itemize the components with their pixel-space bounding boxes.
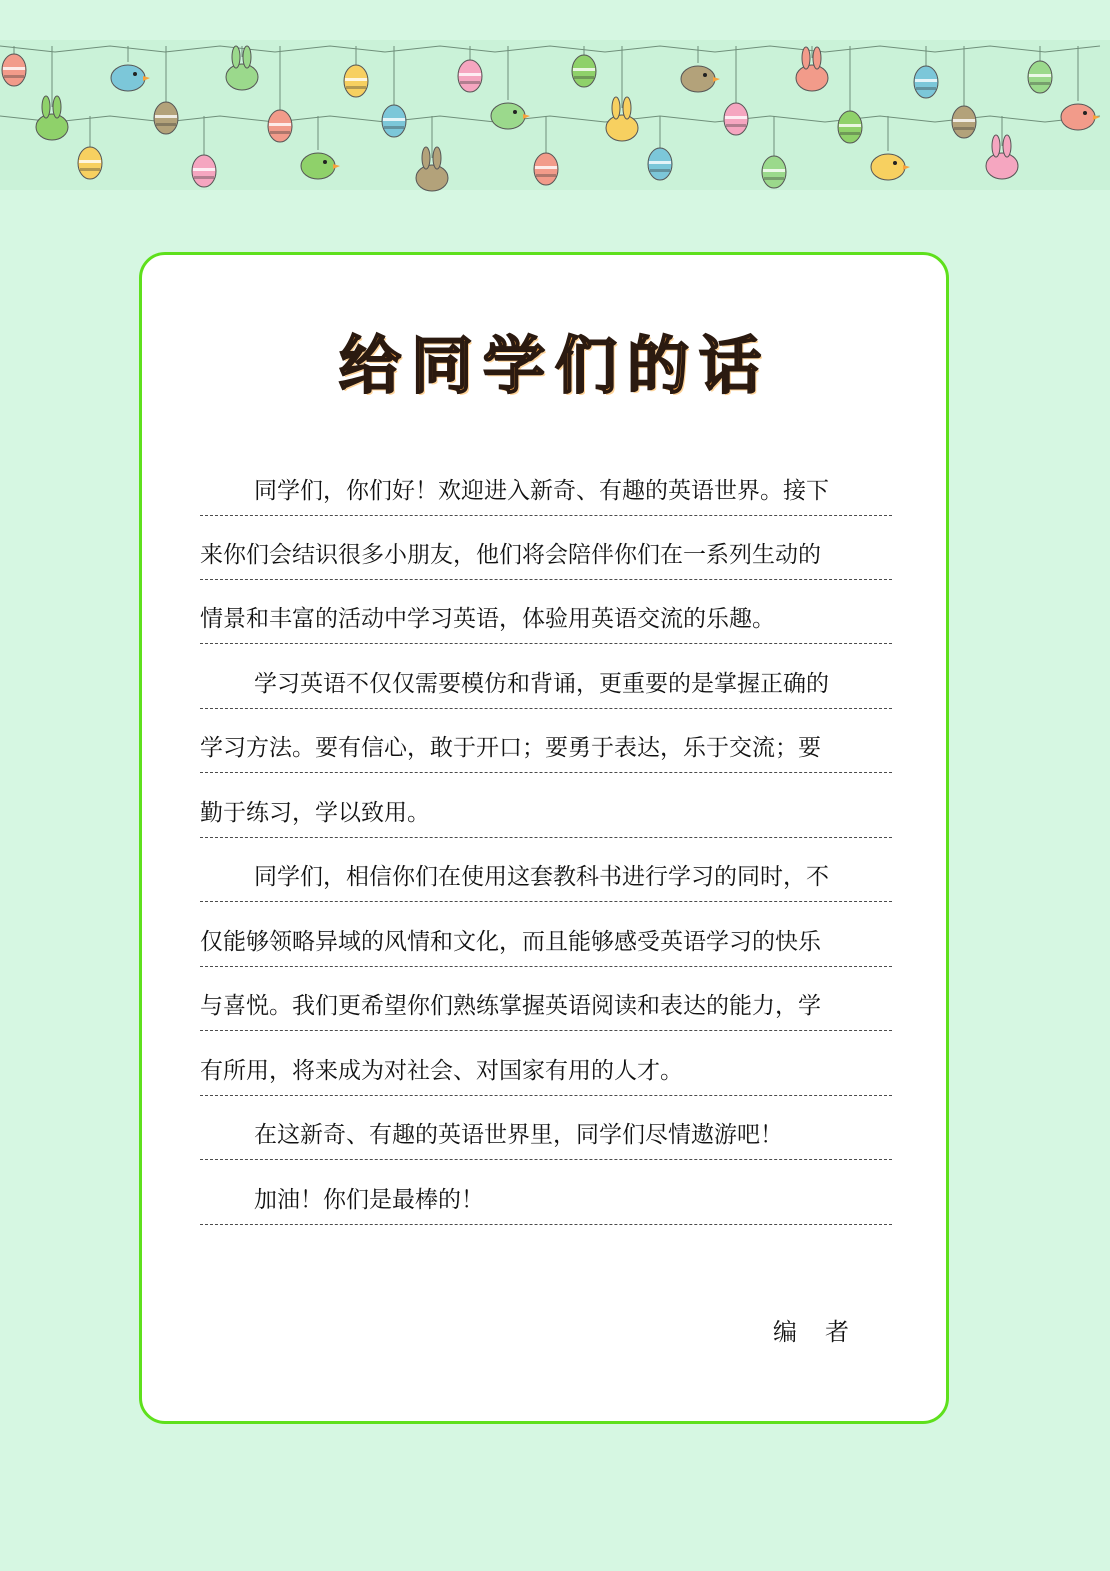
- page-title: 给同学们的话: [338, 329, 771, 402]
- easter-egg-icon: [458, 60, 482, 92]
- easter-egg-icon: [838, 111, 862, 143]
- easter-egg-icon: [344, 65, 368, 97]
- easter-banner: [0, 0, 1110, 205]
- paragraph-line: 情景和丰富的活动中学习英语，体验用英语交流的乐趣。: [200, 595, 892, 644]
- paragraph-line: 仅能够领略异域的风情和文化，而且能够感受英语学习的快乐: [200, 918, 892, 967]
- easter-egg-icon: [914, 66, 938, 98]
- easter-egg-icon: [952, 106, 976, 138]
- easter-egg-icon: [192, 155, 216, 187]
- paragraph-line: 勤于练习，学以致用。: [200, 789, 892, 838]
- easter-egg-icon: [2, 54, 26, 86]
- paragraph-line: 在这新奇、有趣的英语世界里，同学们尽情遨游吧！: [200, 1111, 892, 1160]
- paragraph-line: 加油！你们是最棒的！: [200, 1176, 892, 1225]
- easter-egg-icon: [154, 102, 178, 134]
- paragraph-line: 学习英语不仅仅需要模仿和背诵，更重要的是掌握正确的: [200, 660, 892, 709]
- letter-card: [139, 252, 949, 1424]
- paragraph-line: 同学们，相信你们在使用这套教科书进行学习的同时，不: [200, 853, 892, 902]
- signature-second-char: 者: [825, 1318, 851, 1346]
- paragraph-line: 有所用，将来成为对社会、对国家有用的人才。: [200, 1047, 892, 1096]
- easter-egg-icon: [762, 156, 786, 188]
- easter-egg-icon: [1028, 61, 1052, 93]
- easter-egg-icon: [534, 153, 558, 185]
- paragraph-line: 同学们，你们好！欢迎进入新奇、有趣的英语世界。接下: [200, 467, 892, 516]
- paragraph-line: 来你们会结识很多小朋友，他们将会陪伴你们在一系列生动的: [200, 531, 892, 580]
- signature-first-char: 编: [773, 1318, 799, 1346]
- easter-egg-icon: [572, 55, 596, 87]
- easter-egg-icon: [648, 148, 672, 180]
- easter-egg-icon: [268, 110, 292, 142]
- signature: [773, 1312, 851, 1347]
- easter-egg-icon: [78, 147, 102, 179]
- easter-egg-icon: [724, 103, 748, 135]
- easter-egg-icon: [382, 105, 406, 137]
- paragraph-line: 与喜悦。我们更希望你们熟练掌握英语阅读和表达的能力，学: [200, 982, 892, 1031]
- paragraph-line: 学习方法。要有信心，敢于开口；要勇于表达，乐于交流；要: [200, 724, 892, 773]
